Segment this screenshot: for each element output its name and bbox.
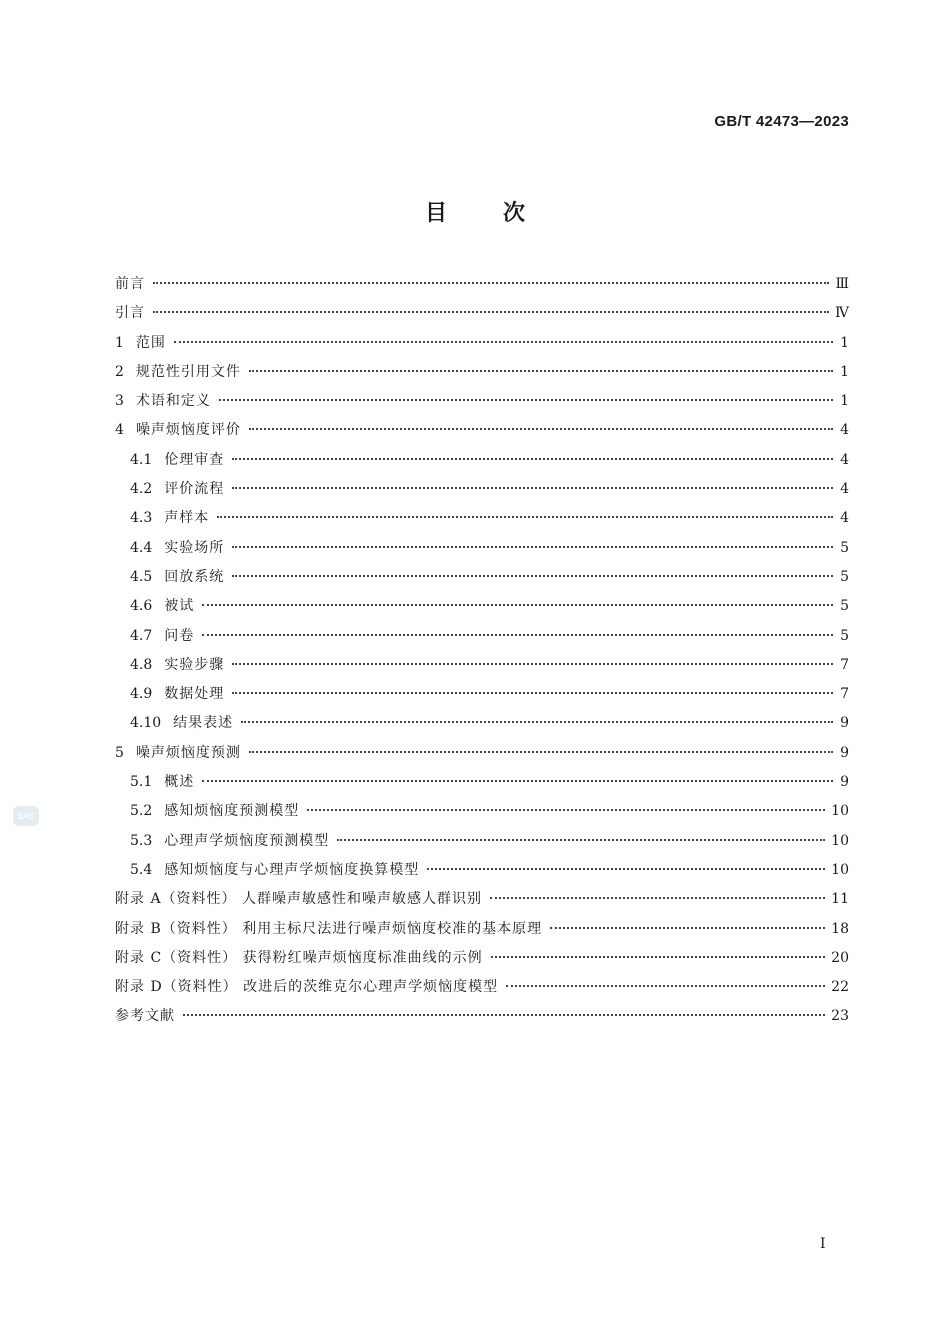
toc-entry-page: 20 xyxy=(831,949,849,966)
toc-entry-number: 4.6 xyxy=(130,598,153,615)
dot-leader xyxy=(174,341,833,343)
toc-entry[interactable] xyxy=(115,534,849,563)
toc-entry-label: 伦理审查 xyxy=(164,451,225,468)
dot-leader xyxy=(249,751,833,753)
toc-entry-label: 结果表述 xyxy=(173,715,234,732)
toc-entry-number: 4.1 xyxy=(130,451,153,468)
toc-entry-page: 4 xyxy=(840,510,849,527)
toc-entry-page: 5 xyxy=(840,598,849,615)
toc-entry-label: 概述 xyxy=(164,774,195,791)
toc-entry-label: 附录 D（资料性） 改进后的茨维克尔心理声学烦恼度模型 xyxy=(115,979,499,996)
dot-leader xyxy=(490,897,825,899)
toc-entry[interactable] xyxy=(115,856,849,885)
toc-entry[interactable] xyxy=(115,915,849,944)
dot-leader xyxy=(217,516,833,518)
toc-entry-page: 10 xyxy=(831,861,849,878)
toc-entry-label: 感知烦恼度与心理声学烦恼度换算模型 xyxy=(164,861,420,878)
sac-watermark-logo: SAC xyxy=(13,806,39,826)
toc-entry-number: 4.2 xyxy=(130,481,153,498)
toc-entry-label: 实验场所 xyxy=(164,539,225,556)
dot-leader xyxy=(153,282,829,284)
toc-entry-label: 被试 xyxy=(164,598,195,615)
toc-entry-number: 5.1 xyxy=(130,774,153,791)
dot-leader xyxy=(241,721,833,723)
toc-entry[interactable] xyxy=(115,475,849,504)
dot-leader xyxy=(232,663,833,665)
toc-entry-label: 问卷 xyxy=(164,627,195,644)
toc-entry-number: 4 xyxy=(115,422,124,439)
page-title: 目次 xyxy=(424,201,581,226)
toc-entry[interactable] xyxy=(115,885,849,914)
toc-entry-number: 4.4 xyxy=(130,539,153,556)
toc-entry[interactable] xyxy=(115,680,849,709)
toc-entry[interactable] xyxy=(115,270,849,299)
dot-leader xyxy=(249,428,833,430)
toc-entry-label: 附录 A（资料性） 人群噪声敏感性和噪声敏感人群识别 xyxy=(115,891,483,908)
toc-entry-label: 参考文献 xyxy=(115,1008,175,1025)
toc-entry-label: 噪声烦恼度预测 xyxy=(135,744,241,761)
dot-leader xyxy=(232,546,833,548)
toc-entry-page: 9 xyxy=(840,715,849,732)
toc-entry-label: 范围 xyxy=(135,334,166,351)
toc-entry[interactable] xyxy=(115,797,849,826)
toc-entry-label: 附录 C（资料性） 获得粉红噪声烦恼度标准曲线的示例 xyxy=(115,949,483,966)
toc-entry-number: 5.4 xyxy=(130,861,153,878)
toc-entry[interactable] xyxy=(115,358,849,387)
toc-entry-number: 3 xyxy=(115,393,124,410)
dot-leader xyxy=(219,399,833,401)
toc-entry-label: 回放系统 xyxy=(164,568,225,585)
toc-entry-label: 数据处理 xyxy=(164,686,225,703)
toc-entry[interactable] xyxy=(115,387,849,416)
dot-leader xyxy=(153,311,829,313)
toc-entry-number: 4.5 xyxy=(130,568,153,585)
toc-entry-page: 1 xyxy=(840,334,849,351)
toc-entry-page: Ⅳ xyxy=(835,305,849,322)
toc-entry[interactable] xyxy=(115,944,849,973)
dot-leader xyxy=(506,985,825,987)
dot-leader xyxy=(491,956,826,958)
page-number: Ⅰ xyxy=(820,1236,826,1252)
toc-entry[interactable] xyxy=(115,768,849,797)
toc-entry-page: 5 xyxy=(840,539,849,556)
toc-entry-page: 5 xyxy=(840,627,849,644)
dot-leader xyxy=(550,927,825,929)
toc-entry[interactable] xyxy=(115,739,849,768)
toc-entry[interactable] xyxy=(115,709,849,738)
toc-entry[interactable] xyxy=(115,563,849,592)
toc-entry-page: Ⅲ xyxy=(835,276,849,292)
dot-leader xyxy=(249,370,833,372)
dot-leader xyxy=(202,604,833,606)
toc-entry-number: 1 xyxy=(115,334,124,351)
toc-entry-number: 4.3 xyxy=(130,510,153,527)
toc-entry[interactable] xyxy=(115,299,849,328)
toc-entry[interactable] xyxy=(115,827,849,856)
toc-entry-page: 7 xyxy=(840,686,849,703)
toc-entry-label: 噪声烦恼度评价 xyxy=(135,422,241,439)
toc-entry[interactable] xyxy=(115,446,849,475)
toc-entry-number: 5.3 xyxy=(130,832,153,849)
toc-entry-page: 23 xyxy=(831,1008,849,1025)
toc-entry-label: 实验步骤 xyxy=(164,656,225,673)
dot-leader xyxy=(232,575,833,577)
toc-entry-label: 规范性引用文件 xyxy=(135,363,241,380)
toc-entry[interactable] xyxy=(115,592,849,621)
toc-entry-page: 10 xyxy=(831,803,849,820)
toc-entry-page: 4 xyxy=(840,422,849,439)
toc-entry-label: 感知烦恼度预测模型 xyxy=(164,803,300,820)
dot-leader xyxy=(232,458,833,460)
toc-entry-page: 11 xyxy=(831,891,849,908)
toc-entry-label: 附录 B（资料性） 利用主标尺法进行噪声烦恼度校准的基本原理 xyxy=(115,920,543,937)
toc-entry-page: 7 xyxy=(840,656,849,673)
toc-entry-page: 9 xyxy=(840,774,849,791)
toc-entry-page: 4 xyxy=(840,451,849,468)
toc-entry[interactable] xyxy=(115,329,849,358)
toc-entry[interactable] xyxy=(115,416,849,445)
dot-leader xyxy=(307,809,825,811)
toc-entry-number: 4.8 xyxy=(130,656,153,673)
toc-entry-page: 1 xyxy=(840,363,849,380)
dot-leader xyxy=(232,487,833,489)
toc-entry-page: 9 xyxy=(840,744,849,761)
dot-leader xyxy=(202,634,833,636)
toc-entry[interactable] xyxy=(115,504,849,533)
toc-entry-label: 声样本 xyxy=(164,510,210,527)
toc-entry-label: 前言 xyxy=(115,276,145,292)
toc-entry-number: 4.9 xyxy=(130,686,153,703)
toc-entry-label: 引言 xyxy=(115,305,145,322)
toc-entry[interactable] xyxy=(115,973,849,1002)
dot-leader xyxy=(232,692,833,694)
toc-entry-page: 5 xyxy=(840,568,849,585)
toc-entry-number: 4.7 xyxy=(130,627,153,644)
toc-entry[interactable] xyxy=(115,1002,849,1031)
toc-entry-page: 18 xyxy=(831,920,849,937)
toc-entry-label: 评价流程 xyxy=(164,481,225,498)
toc-entry-number: 5 xyxy=(115,744,124,761)
table-of-contents xyxy=(115,270,849,1032)
dot-leader xyxy=(202,780,833,782)
toc-entry-page: 1 xyxy=(840,393,849,410)
toc-entry[interactable] xyxy=(115,622,849,651)
toc-entry-number: 5.2 xyxy=(130,803,153,820)
toc-entry-page: 10 xyxy=(831,832,849,849)
dot-leader xyxy=(183,1014,825,1016)
standard-code: GB/T 42473—2023 xyxy=(714,113,849,130)
toc-entry-number: 4.10 xyxy=(130,715,162,732)
toc-entry-page: 22 xyxy=(831,979,849,996)
toc-entry-label: 术语和定义 xyxy=(135,393,211,410)
dot-leader xyxy=(337,839,825,841)
toc-entry-label: 心理声学烦恼度预测模型 xyxy=(164,832,330,849)
dot-leader xyxy=(427,868,825,870)
toc-entry-number: 2 xyxy=(115,363,124,380)
toc-entry[interactable] xyxy=(115,651,849,680)
toc-entry-page: 4 xyxy=(840,481,849,498)
